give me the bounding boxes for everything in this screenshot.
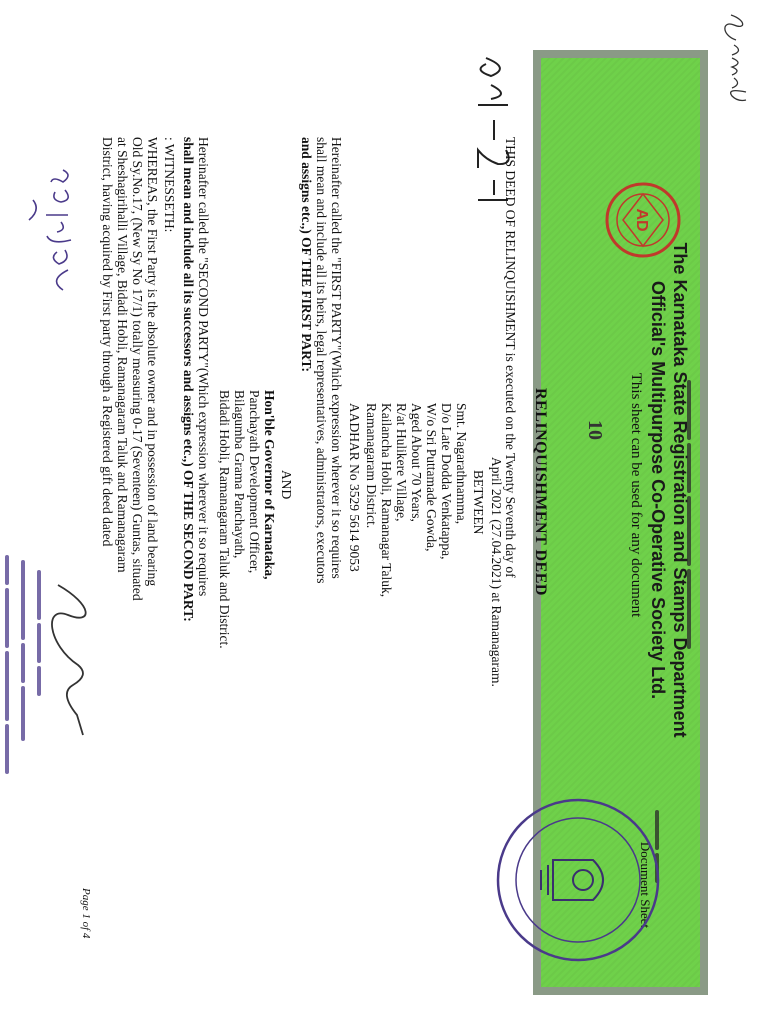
registrar-emblem-seal bbox=[493, 795, 663, 965]
first-party-clause-line: Hereinafter called the "FIRST PARTY"(Which expression wherever it so requires bbox=[329, 137, 344, 579]
document-sheet-label: Document Sheet bbox=[638, 841, 653, 929]
witnesseth-label: : WITNESSETH: bbox=[162, 137, 177, 233]
handwritten-initials bbox=[13, 160, 83, 310]
stamp-serial-number: 10 bbox=[584, 420, 606, 440]
first-party-line: D/o Late Dodda Venkatappa, bbox=[439, 403, 454, 560]
page-number: Page 1 of 4 bbox=[80, 888, 92, 939]
second-party-clause-line: Hereinafter called the "SECOND PARTY"(Which expression wherever it so requires bbox=[196, 137, 211, 597]
first-party-line: Smt. Nagarathnamma, bbox=[454, 403, 469, 525]
second-party-clause-line: shall mean and include all its successors and assigns etc.,) OF THE SECOND PART: bbox=[181, 137, 196, 622]
sub-registrar-stamp-line bbox=[9, 555, 18, 777]
stamp-usage-note: This sheet can be used for any document bbox=[628, 372, 644, 618]
first-party-line: R/at Hulikere Village, bbox=[394, 403, 409, 522]
handwritten-scaned-note bbox=[716, 10, 756, 110]
deed-title: RELINQUISHMENT DEED bbox=[532, 388, 549, 596]
whereas-line: Old Sy.No.17, (New Sy No 17/1) totally measuring 0-17 (Seventeen) Guntas, situated bbox=[130, 137, 145, 601]
svg-text:Scaned: Scaned bbox=[717, 10, 718, 13]
intro-line: April 2021 (27.04.2021) at Ramanagaram. bbox=[489, 457, 504, 687]
between-label: BETWEEN bbox=[471, 470, 486, 535]
first-party-clause-line: and assigns etc.,) OF THE FIRST PART: bbox=[299, 137, 314, 373]
second-party-line: Hon'ble Governor of Karnataka, bbox=[262, 390, 277, 580]
official-signature bbox=[43, 575, 98, 745]
kannada-header-line bbox=[691, 380, 700, 652]
stamp-title-line1: The Karnataka State Registration and Stamps Department bbox=[670, 242, 690, 738]
sub-registrar-stamp-line bbox=[25, 560, 34, 744]
first-party-line: Ramanagaram District. bbox=[364, 403, 379, 529]
whereas-line: District, having acquired by First party through a Registered gift deed dated bbox=[100, 137, 115, 547]
second-party-line: Panchayath Development Officer, bbox=[247, 390, 262, 574]
first-party-line: Aged About 70 Years, bbox=[409, 403, 424, 522]
first-party-line: Kailancha Hobli, Ramanagar Taluk, bbox=[379, 403, 394, 598]
intro-line: THIS DEED OF RELINQUISHMENT is executed on the Twenty Seventh day of bbox=[503, 137, 518, 578]
first-party-clause-line: shall mean and include all its heirs, legal representatives, administrators, executors bbox=[314, 137, 329, 584]
stamp-title-line2: Official's Multipurpose Co-Operative Society Ltd. bbox=[648, 280, 668, 700]
ad-seal-stamp bbox=[603, 180, 683, 260]
whereas-line: at Sheshagirihalli Village, Bidadi Hobli, Ramanagaram Taluk and Ramanagaram bbox=[115, 137, 130, 573]
first-party-line: W/o Sri Puttamade Gowda, bbox=[424, 403, 439, 552]
sub-registrar-stamp-line bbox=[41, 570, 50, 699]
second-party-line: Bidadi Hobli, Ramanagaram Taluk and District. bbox=[217, 390, 232, 649]
svg-text:AD: AD bbox=[633, 208, 650, 232]
and-label: AND bbox=[279, 470, 294, 500]
whereas-line: WHEREAS, the First Party is the absolute owner and in possession of land bearing bbox=[145, 137, 160, 587]
second-party-line: Bilagumba Grama Panchayath, bbox=[232, 390, 247, 559]
first-party-line: AADHAR No 3529 5614 9053 bbox=[347, 403, 362, 572]
